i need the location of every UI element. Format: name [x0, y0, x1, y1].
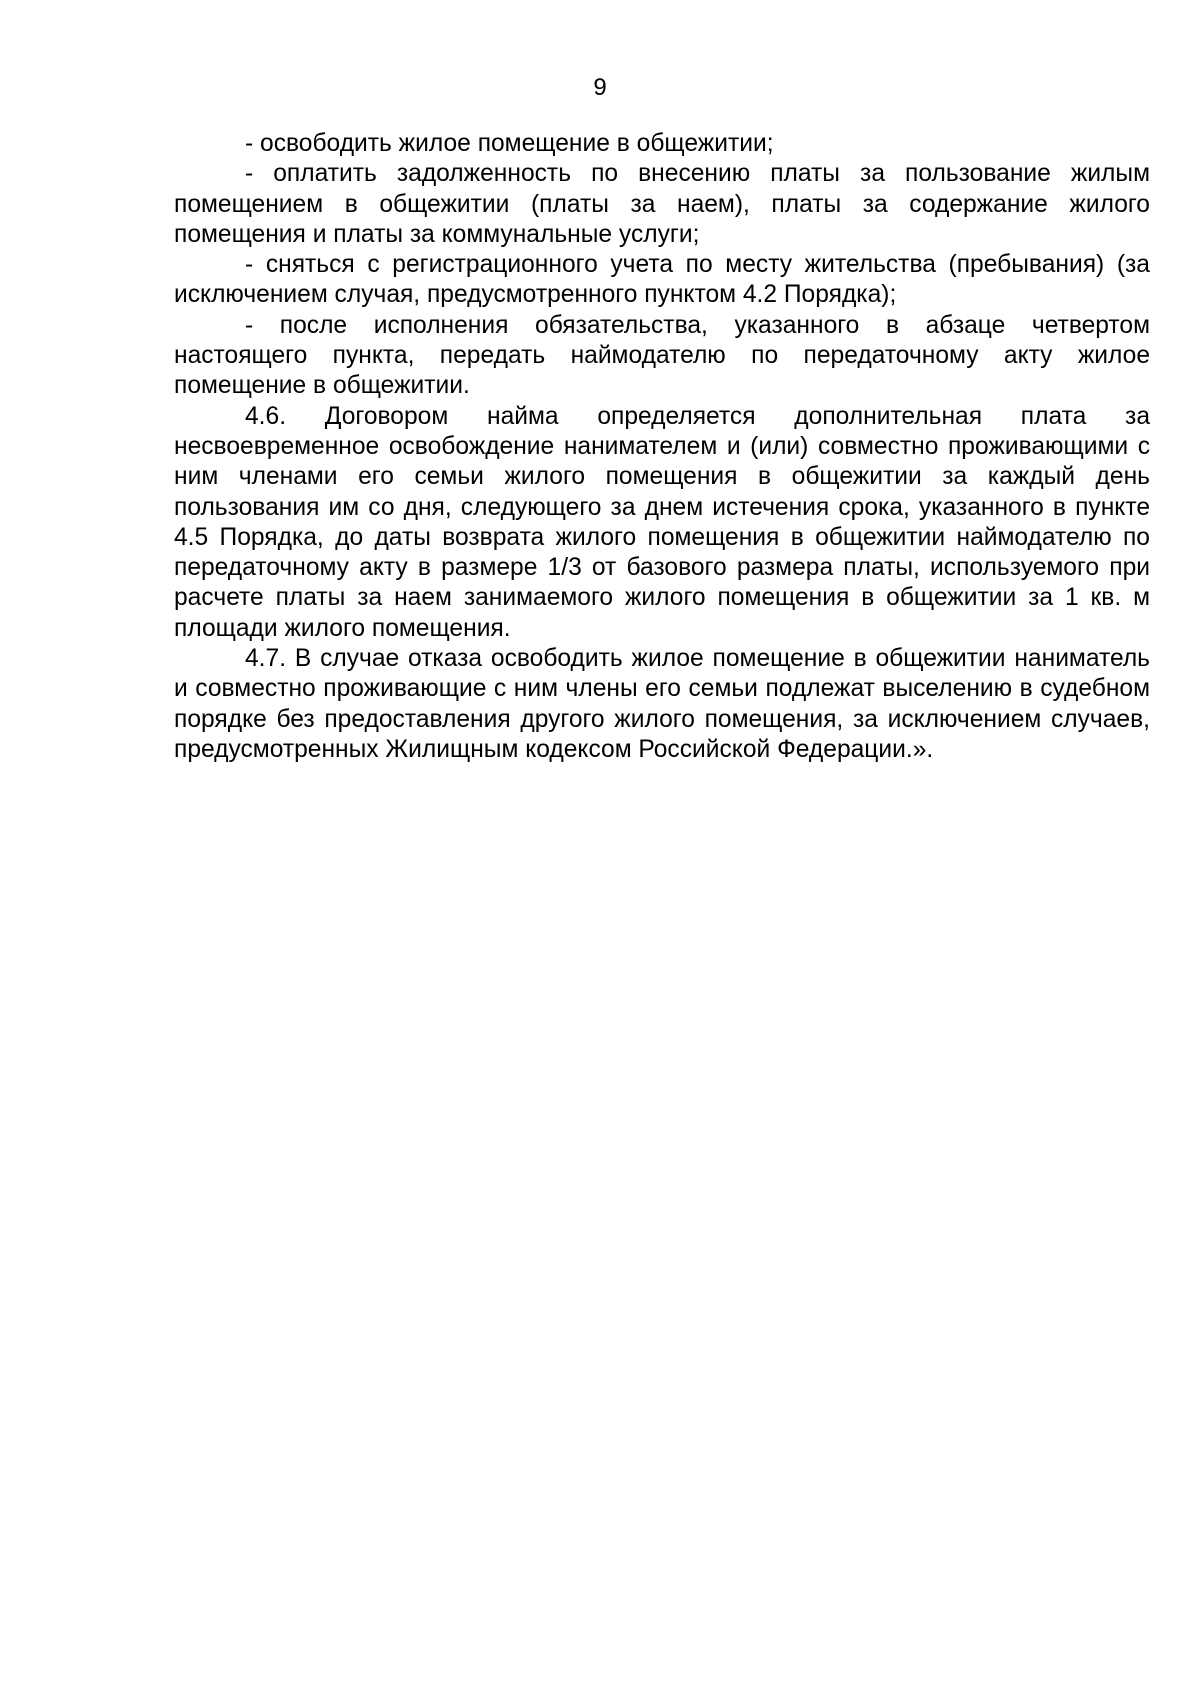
paragraph-4-7: 4.7. В случае отказа освободить жилое помещение в общежитии наниматель и совместно проживающие с ним члены его семьи подлежат выселению в судебном порядке без предоставления другого жилого помещения, за исключением случаев, предусмотренных Жилищным кодексом Российской Федерации.».	[174, 645, 1150, 763]
paragraph-transfer-act: - после исполнения обязательства, указанного в абзаце четвертом настоящего пункта, передать наймодателю по передаточному акту жилое помещение в общежитии.	[174, 311, 1150, 400]
paragraph-pay-debt: - оплатить задолженность по внесению платы за пользование жилым помещением в общежитии (платы за наем), платы за содержание жилого помещения и платы за коммунальные услуги;	[174, 160, 1150, 248]
paragraph-4-6: 4.6. Договором найма определяется дополнительная плата за несвоевременное освобождение нанимателем и (или) совместно проживающими с ним членами его семьи жилого помещения в общежитии за каждый день пользования им со дня, следующего за днем истечения срока, указанного в пункте 4.5 Порядка, до даты возврата жилого помещения в общежитии наймодателю по передаточному акту в размере 1/3 от базового размера платы, используемого при расчете платы за наем занимаемого жилого помещения в общежитии за 1 кв. м площади жилого помещения.	[174, 402, 1150, 642]
document-body	[174, 129, 1150, 765]
paragraph-deregister: - сняться с регистрационного учета по месту жительства (пребывания) (за исключением случая, предусмотренного пунктом 4.2 Порядка);	[174, 251, 1150, 309]
paragraph-vacate: - освободить жилое помещение в общежитии;	[245, 130, 774, 157]
page-number: 9	[593, 74, 607, 101]
